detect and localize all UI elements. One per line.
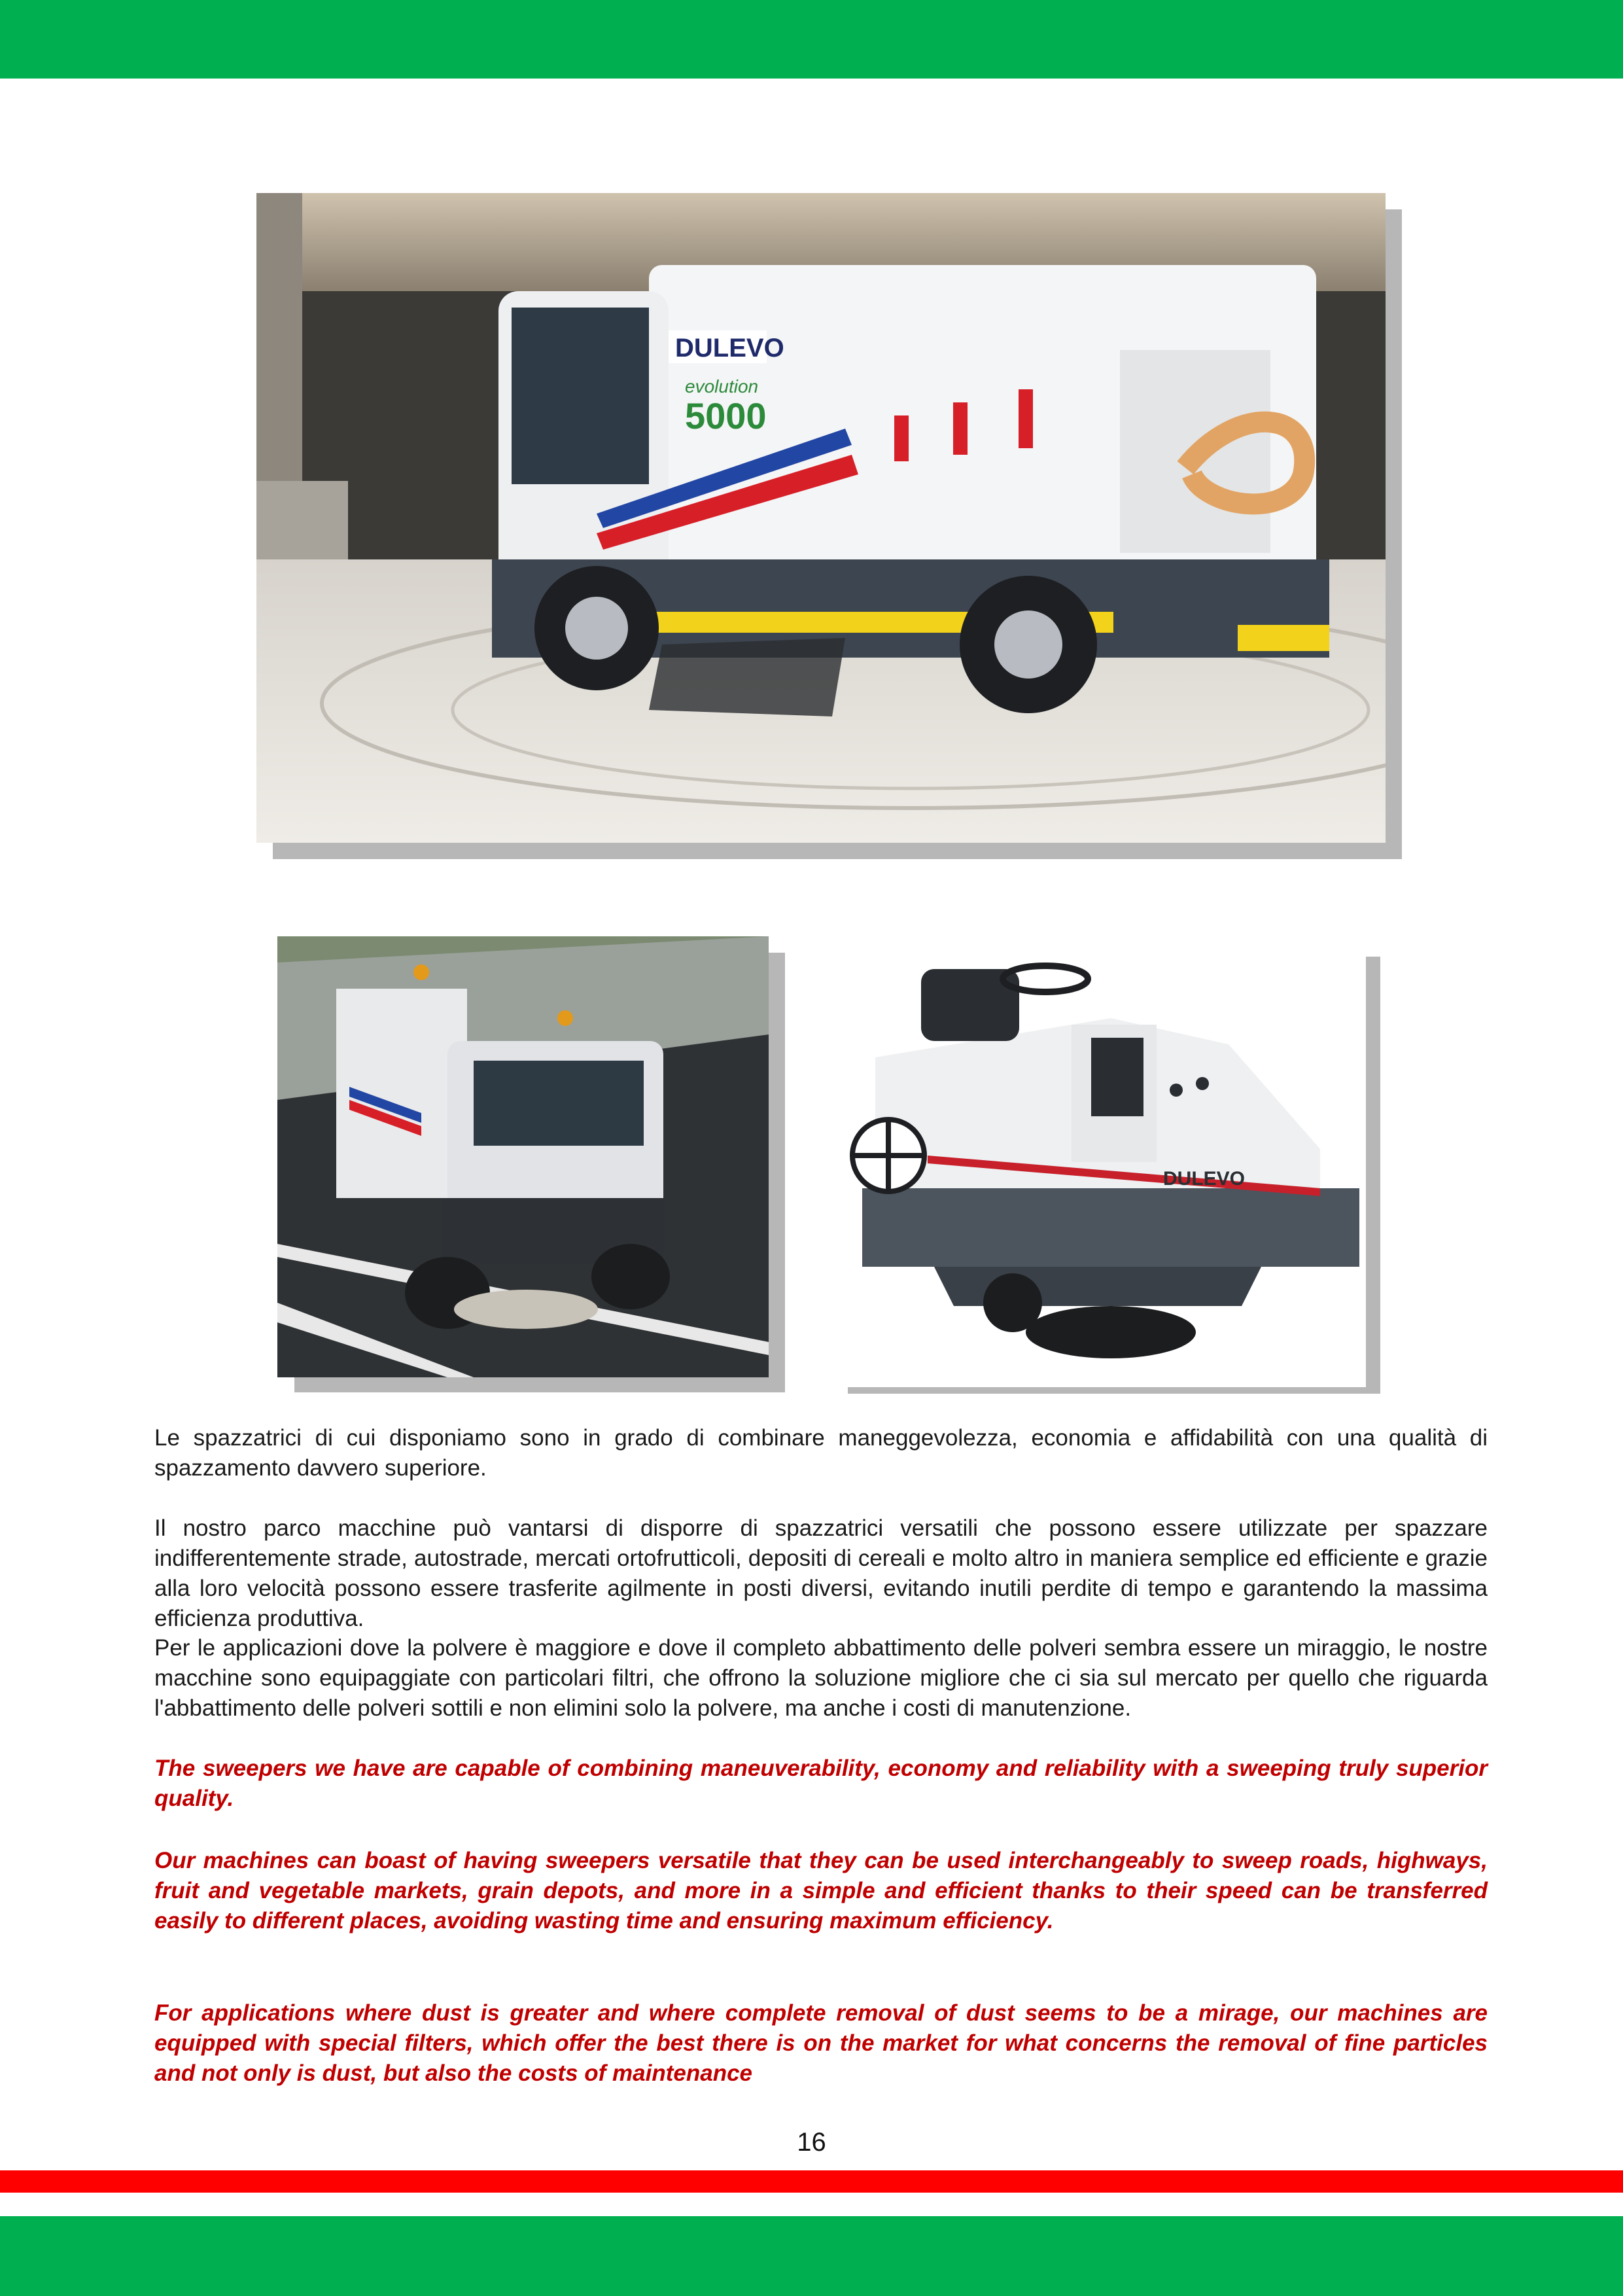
paragraph-en-2: Our machines can boast of having sweepers versatile that they can be used interchangeably to sweep roads, highways, fruit and vegetable markets, grain depots, and more in a simple and efficient thanks to their speed can be transferred easily to different places, avoiding wasting time and ensuring maximum efficiency. (154, 1848, 1488, 1934)
ride-on-sweeper-photo (836, 940, 1366, 1387)
bottom-red-band (0, 2170, 1623, 2193)
large-street-sweeper-photo (256, 193, 1386, 843)
page-number: 16 (797, 2128, 826, 2157)
paragraph-en-3: For applications where dust is greater and where complete removal of dust seems to be a mirage, our machines are equipped with special filters, which offer the best there is on the market for what concerns the removal of fine particles and not only is dust, but also the costs of maintenance (154, 2000, 1488, 2086)
road-sweeper-highway-photo (277, 936, 769, 1377)
paragraph-it-2: Il nostro parco macchine può vantarsi di disporre di spazzatrici versatili che possono essere utilizzate per spazzare indifferentemente strade, autostrade, mercati ortofrutticoli, depositi di cereali e molto altro in maniera semplice ed efficiente e grazie alla loro velocità possono essere trasferite agilmente in posti diversi, evitando inutili perdite di tempo e garantendo la massima efficienza produttiva. (154, 1515, 1488, 1631)
ride-on-brand-text: DULEVO (1163, 1168, 1246, 1190)
paragraph-it-3: Per le applicazioni dove la polvere è maggiore e dove il completo abbattimento delle polveri sembra essere un miraggio, le nostre macchine sono equipaggiate con particolari filtri, che offrono la soluzione migliore che ci sia sul mercato per quello che riguarda l'abbattimento delle polveri sottili e non elimini solo la polvere, ma anche i costi di manutenzione. (154, 1635, 1488, 1721)
paragraph-en-1: The sweepers we have are capable of combining maneuverability, economy and reliability with a sweeping truly superior quality. (154, 1756, 1488, 1811)
truck-brand-text: DULEVO (675, 334, 784, 362)
top-green-band (0, 0, 1623, 79)
truck-model-number: 5000 (685, 395, 767, 436)
truck-model-text: evolution (685, 376, 759, 397)
bottom-green-band (0, 2216, 1623, 2296)
paragraph-it-1: Le spazzatrici di cui disponiamo sono in grado di combinare maneggevolezza, economia e affidabilità con una qualità di spazzamento davvero superiore. (154, 1425, 1488, 1481)
